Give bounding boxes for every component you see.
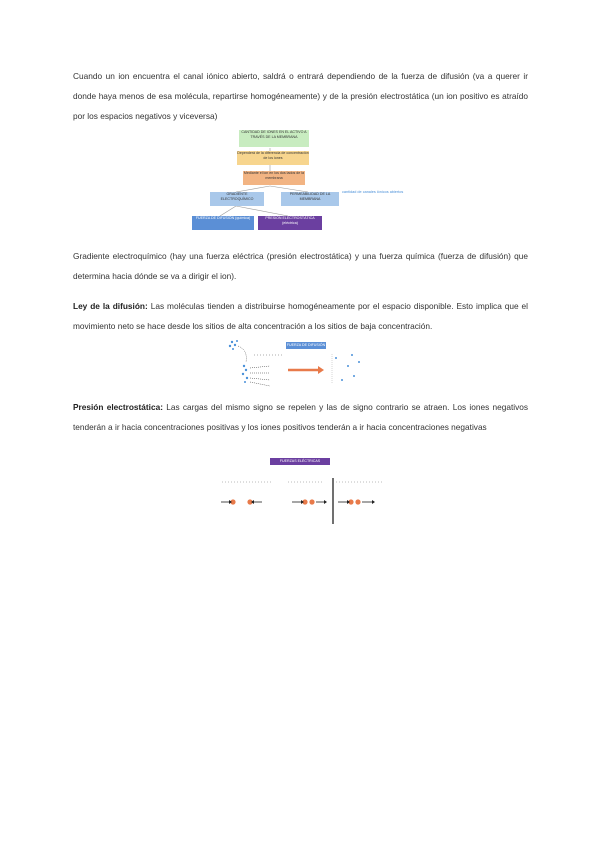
- box-diffusion-force: FUERZA DE DIFUSIÓN (química): [192, 216, 254, 230]
- paragraph-ion-channel: Cuando un ion encuentra el canal iónico abierto, saldrá o entrará dependiendo de la fuerza de difusión (va a querer ir donde haya menos de esa molécula, repartirse homogéneamente) y de la presión electrostática (un ion positivo es atraído por los espacios negativos y viceversa): [73, 71, 528, 121]
- diffusion-illustration: [224, 336, 374, 388]
- paragraph-electrochemical-gradient: Gradiente electroquímico (hay una fuerza eléctrica (presión electrostática) y una fuerza química (fuerza de difusión) que determina hacia dónde se va a dirigir el ion).: [73, 251, 528, 281]
- box-membrane-permeability: PERMEABILIDAD DE LA MEMBRANA: [281, 192, 339, 206]
- box-membrane-sides: Mediante el ion en los dos lados de la membrana: [243, 171, 305, 185]
- box-ion-amount: CANTIDAD DE IONES EN EL ACTIVO A TRAVÉS DE LA MEMBRANA: [239, 130, 309, 147]
- concept-map-diagram: [190, 128, 420, 234]
- electrostatic-pressure-text: Las cargas del mismo signo se repelen y las de signo contrario se atraen. Los iones negativos tenderán a ir hacia concentraciones positivas y los iones positivos tenderán a ir hacia concentraciones negativas: [73, 402, 528, 432]
- electric-forces-label: FUERZAS ELÉCTRICAS: [270, 458, 330, 465]
- electric-forces-illustration: [212, 456, 392, 526]
- diffusion-label: FUERZA DE DIFUSIÓN: [286, 343, 326, 347]
- paragraph-electrostatic-pressure: [73, 397, 528, 437]
- diffusion-law-text: Las moléculas tienden a distribuirse homogéneamente por el espacio disponible. Esto implica que el movimiento neto se hace desde los sitios de alta concentración a los sitios de baja concentración.: [73, 301, 528, 331]
- diffusion-law-label: Ley de la difusión:: [73, 301, 148, 311]
- side-note-open-channels: cantidad de canales iónicos abiertos: [342, 190, 404, 194]
- paragraph-diffusion-law: [73, 296, 528, 336]
- box-concentration: Dependerá de la diferencia de concentración de los iones: [237, 151, 309, 165]
- electric-forces-diagram: [212, 456, 392, 526]
- diffusion-diagram: [224, 336, 374, 388]
- box-electrostatic-pressure: PRESIÓN ELECTROSTÁTICA (eléctrica): [258, 216, 322, 230]
- box-electrochemical-gradient: GRADIENTE ELECTROQUÍMICO: [210, 192, 264, 206]
- electrostatic-pressure-label: Presión electrostática:: [73, 402, 163, 412]
